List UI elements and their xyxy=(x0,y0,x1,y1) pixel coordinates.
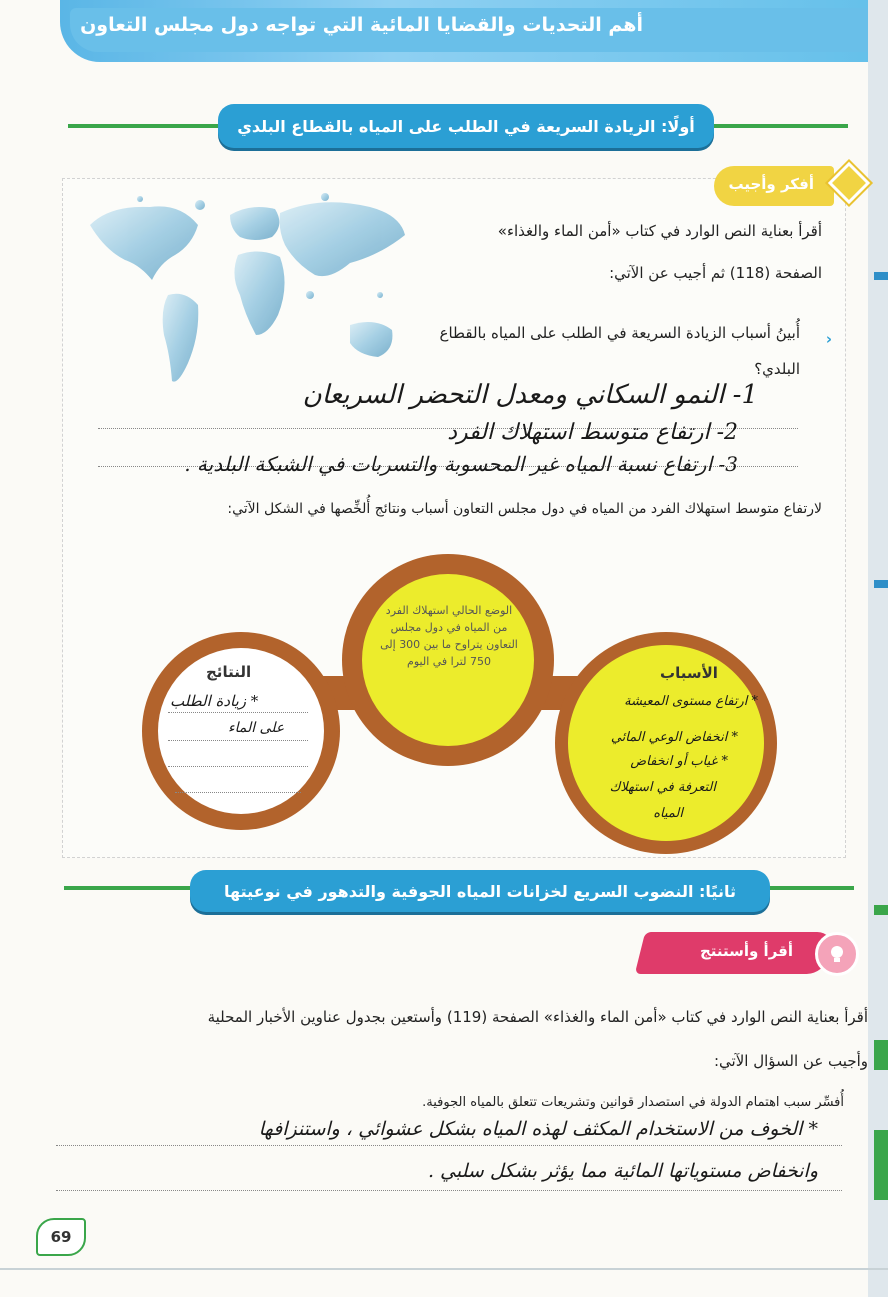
handwritten-answer-5: وانخفاض مستوياتها المائية مما يؤثر بشكل سلبي . xyxy=(427,1160,818,1182)
edge-tab xyxy=(874,905,888,915)
lightbulb-icon xyxy=(815,932,859,976)
edge-tab xyxy=(874,1040,888,1070)
edge-tab xyxy=(874,272,888,280)
answer-line xyxy=(56,1145,842,1146)
results-line xyxy=(168,712,308,713)
think-badge-label: أفكر وأجيب xyxy=(728,175,814,193)
section-2-intro-1: أقرأ بعناية النص الوارد في كتاب «أمن الماء والغذاء» الصفحة (119) وأستعين بجدول عناوين الأخبار المحلية xyxy=(207,1008,868,1026)
section-1-title: أولًا: الزيادة السريعة في الطلب على المياه بالقطاع البلدي xyxy=(218,104,714,148)
intro-line-2: الصفحة (118) ثم أجيب عن الآتي: xyxy=(609,264,822,282)
results-title: النتائج xyxy=(206,663,252,681)
world-map-image xyxy=(80,185,415,400)
handwritten-answer-4: * الخوف من الاستخدام المكثف لهذه المياه بشكل عشوائي ، واستنزافها xyxy=(258,1118,818,1140)
results-line xyxy=(175,792,301,793)
read-deduce-label: أقرأ وأستنتج xyxy=(699,942,793,960)
edge-tab xyxy=(874,580,888,588)
handwritten-answer-3: 3- ارتفاع نسبة المياه غير المحسوبة والتسربات في الشبكة البلدية . xyxy=(184,452,738,476)
causes-title: الأسباب xyxy=(660,664,718,682)
bottom-rule xyxy=(0,1268,888,1270)
question-line-2: البلدي؟ xyxy=(754,360,800,378)
handwritten-cause-1: * ارتفاع مستوى المعيشة xyxy=(624,694,758,709)
results-line xyxy=(168,740,308,741)
diagram-prompt: لارتفاع متوسط استهلاك الفرد من المياه في دول مجلس التعاون أسباب ونتائج أُلخِّصها في الشكل الآتي: xyxy=(227,501,822,517)
question-line-1: أُبينُ أسباب الزيادة السريعة في الطلب على المياه بالقطاع xyxy=(439,324,800,342)
handwritten-answer-2: 2- ارتفاع متوسط استهلاك الفرد xyxy=(447,420,738,445)
handwritten-cause-3: * غياب أو انخفاض xyxy=(630,754,728,769)
right-edge-bar xyxy=(868,0,888,1297)
section-2-title: ثانيًا: النضوب السريع لخزانات المياه الجوفية والتدهور في نوعيتها xyxy=(190,870,770,912)
page-title: أهم التحديات والقضايا المائية التي تواجه دول مجلس التعاون xyxy=(80,14,643,36)
edge-tab xyxy=(874,1130,888,1200)
handwritten-cause-2: * انخفاض الوعي المائي xyxy=(610,730,738,745)
handwritten-answer-1: 1- النمو السكاني ومعدل التحضر السريعان xyxy=(302,380,758,410)
handwritten-results-1: * زيادة الطلب xyxy=(170,692,259,710)
page-number: 69 xyxy=(36,1218,86,1256)
section-2-question: أُفسِّر سبب اهتمام الدولة في استصدار قوانين وتشريعات تتعلق بالمياه الجوفية. xyxy=(422,1095,844,1110)
handwritten-cause-4: التعرفة في استهلاك xyxy=(609,780,716,795)
handwritten-cause-5: المياه xyxy=(653,806,683,821)
current-status-text: الوضع الحالي استهلاك الفرد من المياه في دول مجلس التعاون يتراوح ما بين 300 إلى 750 لترا في اليوم xyxy=(380,604,518,668)
chevron-left-icon: ‹ xyxy=(825,330,832,348)
intro-line-1: أقرأ بعناية النص الوارد في كتاب «أمن الماء والغذاء» xyxy=(497,222,822,240)
results-line xyxy=(168,766,308,767)
section-2-intro-2: وأجيب عن السؤال الآتي: xyxy=(714,1052,868,1070)
answer-line xyxy=(56,1190,842,1191)
handwritten-results-2: على الماء xyxy=(228,720,285,736)
